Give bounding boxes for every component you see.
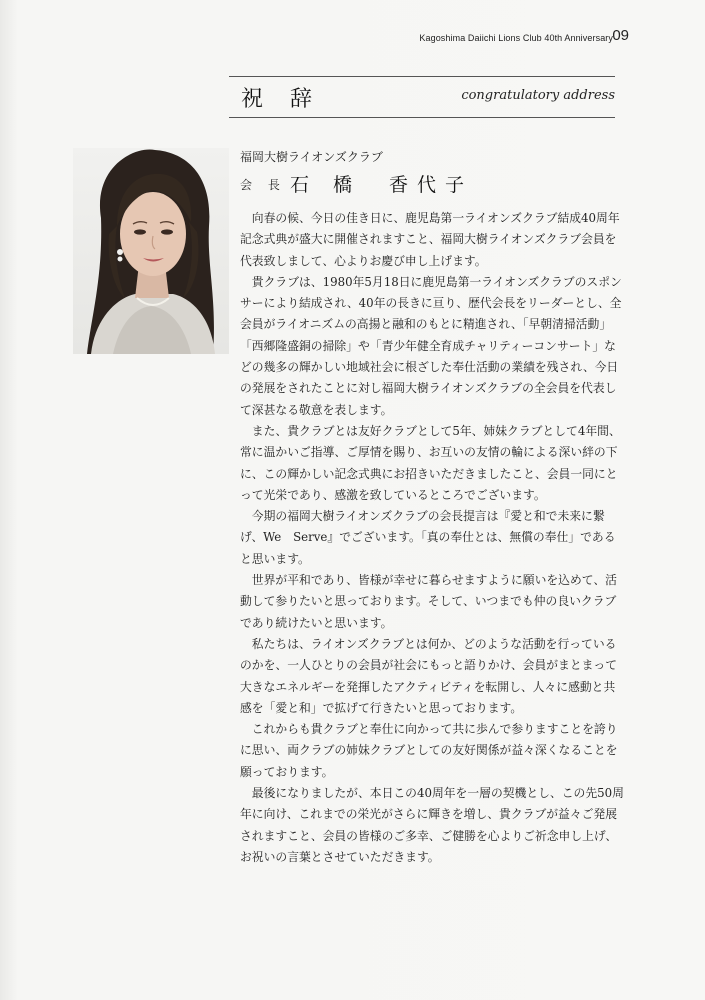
paragraph: 私たちは、ライオンズクラブとは何か、どのような活動を行っているのかを、一人ひとりの会員が社会にもっと語りかけ、会員がまとまって大きなエネルギーを発揮したアクティビティを転開し、人々に感動と共感を「愛と和」で拡げて行きたいと思っております。 xyxy=(240,636,618,715)
portrait-photo-image xyxy=(73,148,229,354)
paragraph: 今期の福岡大樹ライオンズクラブの会長提言は『愛と和で未来に繋げ、We Serve』でございます。「真の奉仕とは、無償の奉仕」であると思います。 xyxy=(240,509,616,566)
speaker-organization: 福岡大樹ライオンズクラブ xyxy=(240,150,383,164)
paragraph: これからも貴クラブと奉仕に向かって共に歩んで参りますことを誇りに思い、両クラブの姉妹クラブとしての友好関係が益々深くなることを願っております。 xyxy=(240,722,618,779)
running-head: Kagoshima Daiichi Lions Club 40th Anniversary xyxy=(419,33,613,43)
speaker-position: 会 長 xyxy=(240,178,286,192)
speaker-portrait xyxy=(73,148,229,354)
paragraph: また、貴クラブとは友好クラブとして5年、姉妹クラブとして4年間、常に温かいご指導、ご厚情を賜り、お互いの友情の輪による深い絆の下に、この輝かしい記念式典にお招きいただきましたこと、会員一同にとって光栄であり、感激を致しているところでございます。 xyxy=(240,423,621,502)
address-body xyxy=(240,208,624,868)
paragraph: 貴クラブは、1980年5月18日に鹿児島第一ライオンズクラブのスポンサーにより結成され、40年の長きに亘り、歴代会長をリーダーとし、全会員がライオニズムの高揚と融和のもとに精進され、「早朝清掃活動」「西郷隆盛銅の掃除」や「青少年健全育成チャリティーコンサート」などの幾多の輝かしい地域社会に根ざした奉仕活動の業績を残され、今日の発展をされたことに対し福岡大樹ライオンズクラブの全会員を代表して深甚なる敬意を表します。 xyxy=(240,274,622,417)
title-bar xyxy=(229,76,615,118)
speaker-name: 石 橋 香代子 xyxy=(290,174,474,196)
paragraph: 世界が平和であり、皆様が幸せに暮らせますように願いを込めて、活動して参りたいと思っております。そして、いつまでも仲の良いクラブであり続けたいと思います。 xyxy=(240,573,617,630)
page-subtitle-english: congratulatory address xyxy=(461,88,615,103)
paragraph: 向春の候、今日の佳き日に、鹿児島第一ライオンズクラブ結成40周年記念式典が盛大に開催されますこと、福岡大樹ライオンズクラブ会員を代表致しまして、心よりお慶び申し上げます。 xyxy=(240,211,620,268)
paragraph: 最後になりましたが、本日この40周年を一層の契機とし、この先50周年に向け、これまでの栄光がさらに輝きを増し、貴クラブが益々ご発展されますこと、会員の皆様のご多幸、ご健勝を心よりご祈念申し上げ、お祝いの言葉とさせていただきます。 xyxy=(240,786,624,864)
page-title: 祝 辞 xyxy=(241,87,322,112)
page-number: 09 xyxy=(612,27,629,44)
